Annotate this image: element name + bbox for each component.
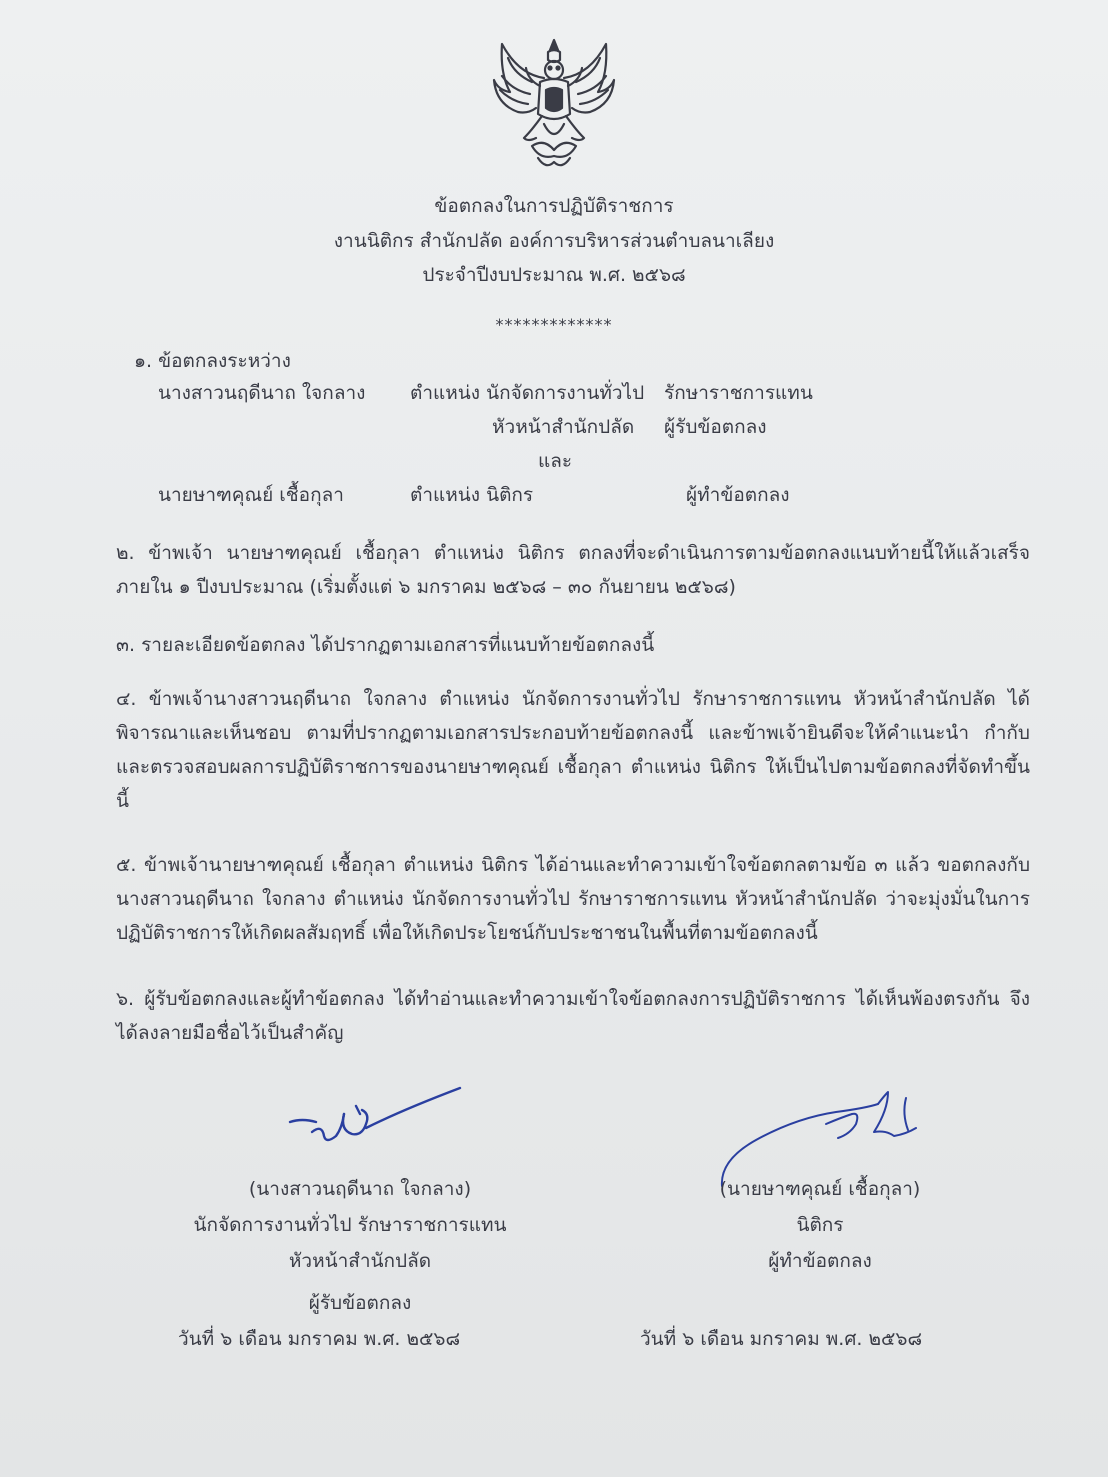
left-signer-position2: หัวหน้าสำนักปลัด [288, 1250, 432, 1272]
right-signer-date: วันที่ ๖ เดือน มกราคม พ.ศ. ๒๕๖๘ [640, 1328, 923, 1350]
and-text: และ [538, 450, 573, 472]
left-signer-date: วันที่ ๖ เดือน มกราคม พ.ศ. ๒๕๖๘ [178, 1328, 461, 1350]
right-signer-role: ผู้ทำข้อตกลง [768, 1250, 872, 1272]
right-signer-position1: นิติกร [796, 1214, 844, 1236]
section2-paragraph: ๒. ข้าพเจ้า นายษาฑคุณย์ เชื้อกุลา ตำแหน่ง นิติกร ตกลงที่จะดำเนินการตามข้อตกลงแนบท้ายนี้ให้แล้วเสร็จภายใน ๑ ปีงบประมาณ (เริ่มตั้งแต่ ๖ มกราคม ๒๕๖๘ – ๓๐ กันยายน ๒๕๖๘) [116, 542, 1030, 598]
right-signer-name: (นายษาฑคุณย์ เชื้อกุลา) [719, 1178, 921, 1200]
left-signer-position1: นักจัดการงานทั่วไป รักษาราชการแทน [193, 1214, 507, 1236]
party2-role: ผู้ทำข้อตกลง [686, 484, 790, 506]
party1-acting: รักษาราชการแทน [664, 382, 813, 404]
party2-name: นายษาฑคุณย์ เชื้อกุลา [158, 484, 344, 506]
party1-position-line2: หัวหน้าสำนักปลัด [492, 416, 635, 438]
fiscal-year: ประจำปีงบประมาณ พ.ศ. ๒๕๖๘ [422, 264, 686, 286]
party1-role: ผู้รับข้อตกลง [664, 416, 767, 438]
party1-name: นางสาวนฤดีนาถ ใจกลาง [158, 382, 366, 404]
separator: ************* [495, 315, 613, 334]
section3-paragraph: ๓. รายละเอียดข้อตกลง ได้ปรากฏตามเอกสารที่แนบท้ายข้อตกลงนี้ [116, 634, 655, 656]
left-signer-role: ผู้รับข้อตกลง [308, 1292, 412, 1314]
party2-position: ตำแหน่ง นิติกร [410, 484, 534, 506]
section5-paragraph: ๕. ข้าพเจ้านายษาฑคุณย์ เชื้อกุลา ตำแหน่ง นิติกร ได้อ่านและทำความเข้าใจข้อตกลตามข้อ ๓ แล้ว ขอตกลงกับนางสาวนฤดีนาถ ใจกลาง ตำแหน่ง นักจัดการงานทั่วไป รักษาราชการแทน หัวหน้าสำนักปลัด ว่าจะมุ่งมั่นในการปฏิบัติราชการให้เกิดผลสัมฤทธิ์ เพื่อให้เกิดประโยชน์กับประชาชนในพื้นที่ตามข้อตกลงนี้ [116, 854, 1030, 944]
section6-paragraph: ๖. ผู้รับข้อตกลงและผู้ทำข้อตกลง ได้ทำอ่านและทำความเข้าใจข้อตกลงการปฏิบัติราชการ ได้เห็นพ้องตรงกัน จึงได้ลงลายมือชื่อไว้เป็นสำคัญ [116, 988, 1030, 1044]
right-signature-icon [716, 1090, 926, 1190]
section1-heading: ๑. ข้อตกลงระหว่าง [134, 350, 291, 372]
left-signer-name: (นางสาวนฤดีนาถ ใจกลาง) [248, 1178, 472, 1200]
section4-paragraph: ๔. ข้าพเจ้านางสาวนฤดีนาถ ใจกลาง ตำแหน่ง นักจัดการงานทั่วไป รักษาราชการแทน หัวหน้าสำนักปลัด ได้พิจารณาและเห็นชอบ ตามที่ปรากฏตามเอกสารประกอบท้ายข้อตกลงนี้ และข้าพเจ้ายินดีจะให้คำแนะนำ กำกับ และตรวจสอบผลการปฏิบัติราชการของนายษาฑคุณย์ เชื้อกุลา ตำแหน่ง นิติกร ให้เป็นไปตามข้อตกลงที่จัดทำขึ้นนี้ [116, 688, 1031, 812]
document-title: ข้อตกลงในการปฏิบัติราชการ [434, 195, 674, 217]
left-signature-icon [282, 1084, 472, 1154]
document-subtitle: งานนิติกร สำนักปลัด องค์การบริหารส่วนตำบลนาเลียง [333, 230, 775, 252]
garuda-emblem-icon [488, 34, 620, 174]
party1-position: ตำแหน่ง นักจัดการงานทั่วไป [410, 382, 645, 404]
